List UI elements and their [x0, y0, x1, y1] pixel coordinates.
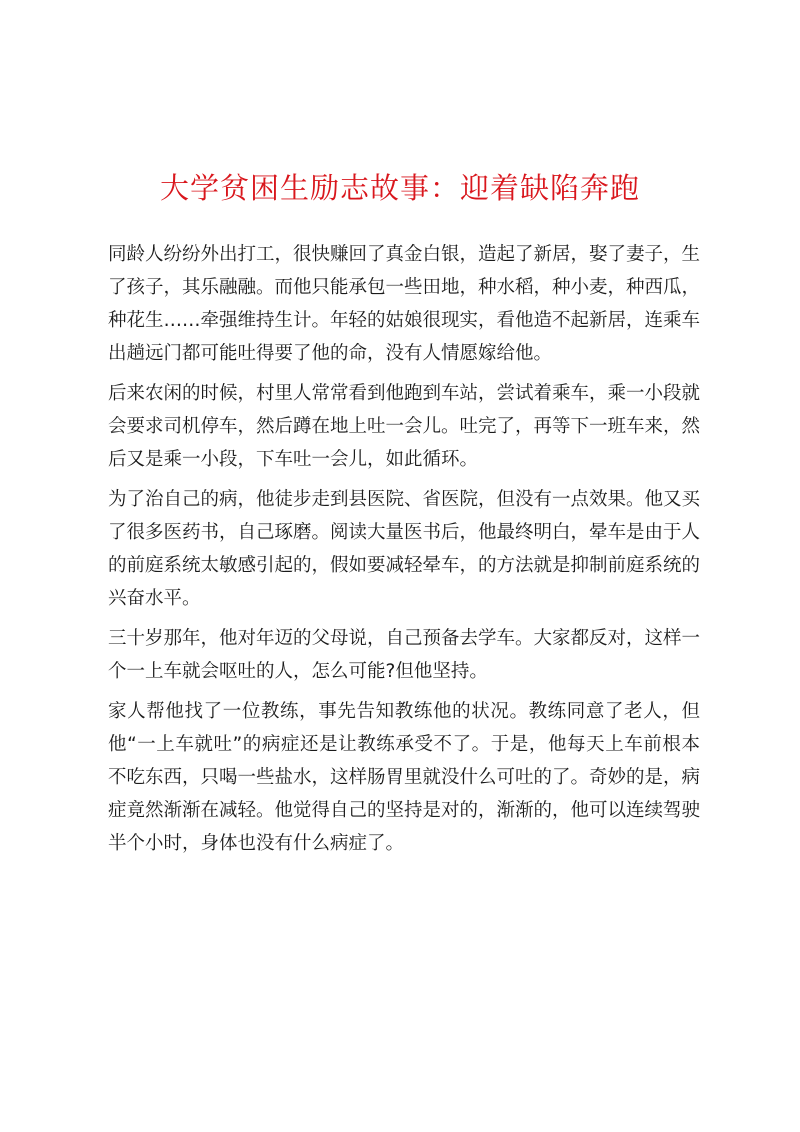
- document-body: [108, 238, 700, 867]
- paragraph: 家人帮他找了一位教练，事先告知教练他的状况。教练同意了老人，但他“一上车就吐”的病症还是让教练承受不了。于是，他每天上车前根本不吃东西，只喝一些盐水，这样肠胃里就没什么可吐的了。奇妙的是，病症竟然渐渐在减轻。他觉得自己的坚持是对的，渐渐的，他可以连续驾驶半个小时，身体也没有什么病症了。: [108, 701, 701, 854]
- paragraph: 为了治自己的病，他徒步走到县医院、省医院，但没有一点效果。他又买了很多医药书，自己琢磨。阅读大量医书后，他最终明白，晕车是由于人的前庭系统太敏感引起的，假如要减轻晕车，的方法就是抑制前庭系统的兴奋水平。: [108, 489, 701, 609]
- paragraph: 三十岁那年，他对年迈的父母说，自己预备去学车。大家都反对，这样一个一上车就会呕吐的人，怎么可能?但他坚持。: [108, 628, 701, 682]
- document-title: 大学贫困生励志故事：迎着缺陷奔跑: [159, 171, 640, 205]
- paragraph: 同龄人纷纷外出打工，很快赚回了真金白银，造起了新居，娶了妻子，生了孩子，其乐融融。而他只能承包一些田地，种水稻，种小麦，种西瓜，种花生……牵强维持生计。年轻的姑娘很现实，看他造不起新居，连乘车出趟远门都可能吐得要了他的命，没有人情愿嫁给他。: [108, 244, 701, 364]
- paragraph: 后来农闲的时候，村里人常常看到他跑到车站，尝试着乘车，乘一小段就会要求司机停车，然后蹲在地上吐一会儿。吐完了，再等下一班车来，然后又是乘一小段，下车吐一会儿，如此循环。: [108, 383, 701, 470]
